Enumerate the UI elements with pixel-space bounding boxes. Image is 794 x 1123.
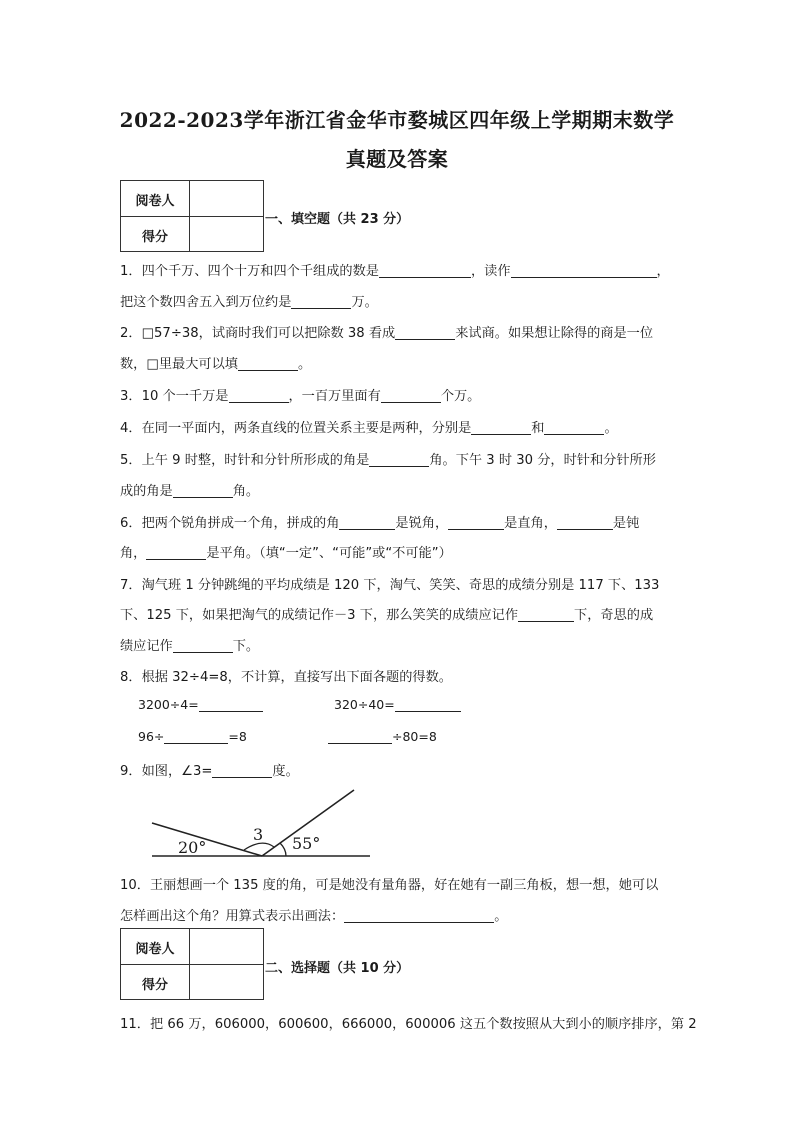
answer-blank[interactable]	[238, 356, 298, 371]
score-label: 得分	[141, 230, 168, 245]
question-6-line-1: 6．把两个锐角拼成一个角，拼成的角 是锐角， 是直角， 是钝	[120, 516, 640, 531]
question-8: 8．根据 32÷4=8，不计算，直接写出下面各题的得数。	[120, 670, 452, 685]
question-5-line-1: 5．上午 9 时整，时针和分针所形成的角是 角。下午 3 时 30 分，时针和分针所形	[120, 453, 656, 468]
question-5-line-2: 成的角是 角。	[120, 484, 260, 499]
question-4: 4．在同一平面内，两条直线的位置关系主要是两种，分别是 和 。	[120, 421, 618, 436]
answer-blank[interactable]	[199, 697, 263, 712]
question-7-line-2: 下、125 下，如果把淘气的成绩记作－3 下，那么笑笑的成绩应记作 下，奇思的成	[120, 608, 654, 623]
answer-blank[interactable]	[328, 729, 392, 744]
question-10-line-1: 10．王丽想画一个 135 度的角，可是她没有量角器，好在她有一副三角板，想一想，她可以	[120, 878, 659, 893]
page-subtitle: 真题及答案	[345, 147, 449, 171]
answer-blank[interactable]	[544, 420, 604, 435]
answer-blank[interactable]	[173, 483, 233, 498]
answer-blank[interactable]	[339, 515, 395, 530]
question-11: 11．把 66 万，606000，600600，666000，600006 这五个数按照从大到小的顺序排序，第 2	[120, 1017, 697, 1032]
answer-blank[interactable]	[291, 294, 351, 309]
answer-blank[interactable]	[344, 908, 494, 923]
divider	[121, 216, 263, 217]
angle-figure	[140, 783, 380, 865]
reviewer-label: 阅卷人	[135, 194, 175, 209]
left-ray	[152, 823, 262, 856]
answer-blank[interactable]	[212, 763, 272, 778]
calc-item-4: ÷80=8	[328, 729, 437, 744]
answer-blank[interactable]	[395, 325, 455, 340]
answer-blank[interactable]	[395, 697, 461, 712]
reviewer-label: 阅卷人	[135, 942, 175, 957]
angle-55-label: 55°	[292, 834, 321, 853]
answer-blank[interactable]	[448, 515, 504, 530]
answer-blank[interactable]	[379, 263, 471, 278]
calc-item-2: 320÷40=	[334, 697, 461, 712]
question-3: 3．10 个一千万是 ，一百万里面有 个万。	[120, 389, 481, 404]
calc-item-3: 96÷ =8	[138, 729, 247, 744]
score-box-1	[120, 180, 264, 252]
answer-blank[interactable]	[173, 638, 233, 653]
answer-blank[interactable]	[146, 545, 206, 560]
angle-3-arc	[244, 843, 274, 850]
question-7-line-3: 绩应记作 下。	[120, 639, 260, 654]
answer-blank[interactable]	[557, 515, 613, 530]
angle-55-arc	[280, 843, 286, 856]
answer-blank[interactable]	[164, 729, 228, 744]
divider	[189, 929, 190, 999]
answer-blank[interactable]	[518, 607, 574, 622]
answer-blank[interactable]	[369, 452, 429, 467]
answer-blank[interactable]	[229, 388, 289, 403]
calc-item-1: 3200÷4=	[138, 697, 263, 712]
question-2-line-1: 2．□57÷38，试商时我们可以把除数 38 看成 来试商。如果想让除得的商是一位	[120, 326, 654, 341]
score-label: 得分	[141, 978, 168, 993]
question-1-line-1: 1．四个千万、四个十万和四个千组成的数是 ，读作 ，	[120, 264, 670, 279]
page-title: 2022-2023学年浙江省金华市婺城区四年级上学期期末数学	[119, 108, 675, 132]
question-7-line-1: 7．淘气班 1 分钟跳绳的平均成绩是 120 下，淘气、笑笑、奇思的成绩分别是 117 下、133	[120, 578, 660, 593]
answer-blank[interactable]	[381, 388, 441, 403]
question-6-line-2: 角， 是平角。（填“一定”、“可能”或“不可能”）	[120, 546, 452, 561]
divider	[189, 181, 190, 251]
score-box-2	[120, 928, 264, 1000]
answer-blank[interactable]	[471, 420, 531, 435]
answer-blank[interactable]	[511, 263, 657, 278]
section-1-heading: 一、填空题（共 23 分）	[265, 212, 410, 227]
question-2-line-2: 数，□里最大可以填 。	[120, 357, 312, 372]
angle-20-label: 20°	[178, 838, 207, 857]
angle-3-label: 3	[253, 825, 264, 844]
divider	[121, 964, 263, 965]
question-1-line-2: 把这个数四舍五入到万位约是 万。	[120, 295, 378, 310]
section-2-heading: 二、选择题（共 10 分）	[265, 961, 410, 976]
question-9: 9．如图，∠3= 度。	[120, 764, 299, 779]
question-10-line-2: 怎样画出这个角？用算式表示出画法： 。	[120, 909, 508, 924]
